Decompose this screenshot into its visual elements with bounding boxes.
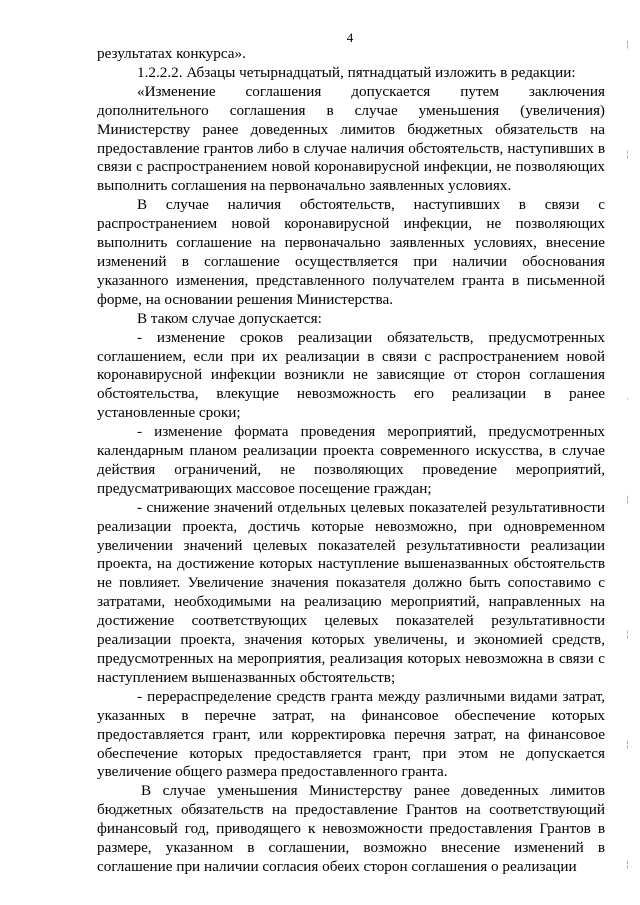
paragraph-agreement-change: «Изменение соглашения допускается путем заключения дополнительного соглашения в случае уменьшения (увеличения) Министерству ранее доведенных лимитов бюджетных обязательств на предоставление грантов либо в случае наличия обстоятельств, наступивших в связи с распространением новой коронавирусной инфекции, не позволяющих выполнить соглашения на первоначально заявленных условиях. (97, 82, 605, 195)
scan-artifact-mark: ¦ (626, 150, 630, 160)
paragraph-contest-results: результатах конкурса». (97, 45, 246, 62)
list-item-event-format: - изменение формата проведения мероприятий, предусмотренных календарным планом реализации проекта современного искусства, в случае действия ограничений, не позволяющих проведение мероприятий, предусматривающих массовое посещение граждан; (97, 423, 605, 497)
paragraph-circumstances: В случае наличия обстоятельств, наступивших в связи с распространением новой коронавирусной инфекции, не позволяющих выполнить соглашение на первоначально заявленных условиях, внесение изменений в соглашение осуществляется при наличии обоснования указанного изменения, представленного получателем гранта в письменной форме, на основании решения Министерства. (97, 196, 605, 308)
paragraph-amendment-heading: 1.2.2.2. Абзацы четырнадцатый, пятнадцатый изложить в редакции: (137, 63, 576, 81)
list-item-redistribution: - перераспределение средств гранта между различными видами затрат, указанных в перечне затрат, на финансовое обеспечение которых предоставляется грант, или корректировка перечня затрат, на финансовое обеспечение которых предоставляется грант, при этом не допускается увеличение общего размера предоставленного гранта. (97, 687, 605, 781)
paragraph-allowed: В таком случае допускается: (137, 309, 322, 327)
scan-artifact-mark: ¦ (626, 495, 630, 505)
list-item-deadlines: - изменение сроков реализации обязательств, предусмотренных соглашением, если при их реализации в связи с распространением новой коронавирусной инфекции возникли не зависящие от сторон соглашения обстоятельства, влекущие невозможность его реализации в ранее установленные сроки; (97, 328, 605, 422)
scan-artifact-mark: ¦ (626, 40, 630, 50)
scan-artifact-mark: ¦ (626, 860, 630, 870)
scan-artifact-mark: ¦ (626, 740, 630, 750)
list-item-indicators: - снижение значений отдельных целевых показателей результативности реализации проекта, достичь которые невозможно, при одновременном увеличении значений целевых показателей результативности реализации проекта, на достижение которых наступление вышеназванных обстоятельств не повлияет. Увеличение значения показателя должно быть сопоставимо с затратами, необходимыми на реализацию мероприятий, направленных на достижение соответствующих целевых показателей результативности реализации проекта, значения которых увеличены, и экономией средств, предусмотренных на мероприятия, реализация которых невозможна в связи с наступлением вышеназванных обстоятельств; (97, 498, 605, 686)
paragraph-budget-reduction: В случае уменьшения Министерству ранее доведенных лимитов бюджетных обязательств на предоставление Грантов на соответствующий финансовый год, приводящего к невозможности предоставления Грантов в размере, указанном в соглашении, возможно внесение изменений в соглашение при наличии согласия обеих сторон соглашения о реализации (97, 782, 605, 875)
scan-artifact-mark: ¦ (626, 630, 630, 640)
scan-artifact-mark: · (626, 395, 629, 405)
document-body (97, 45, 605, 877)
page-number: 4 (346, 30, 354, 45)
